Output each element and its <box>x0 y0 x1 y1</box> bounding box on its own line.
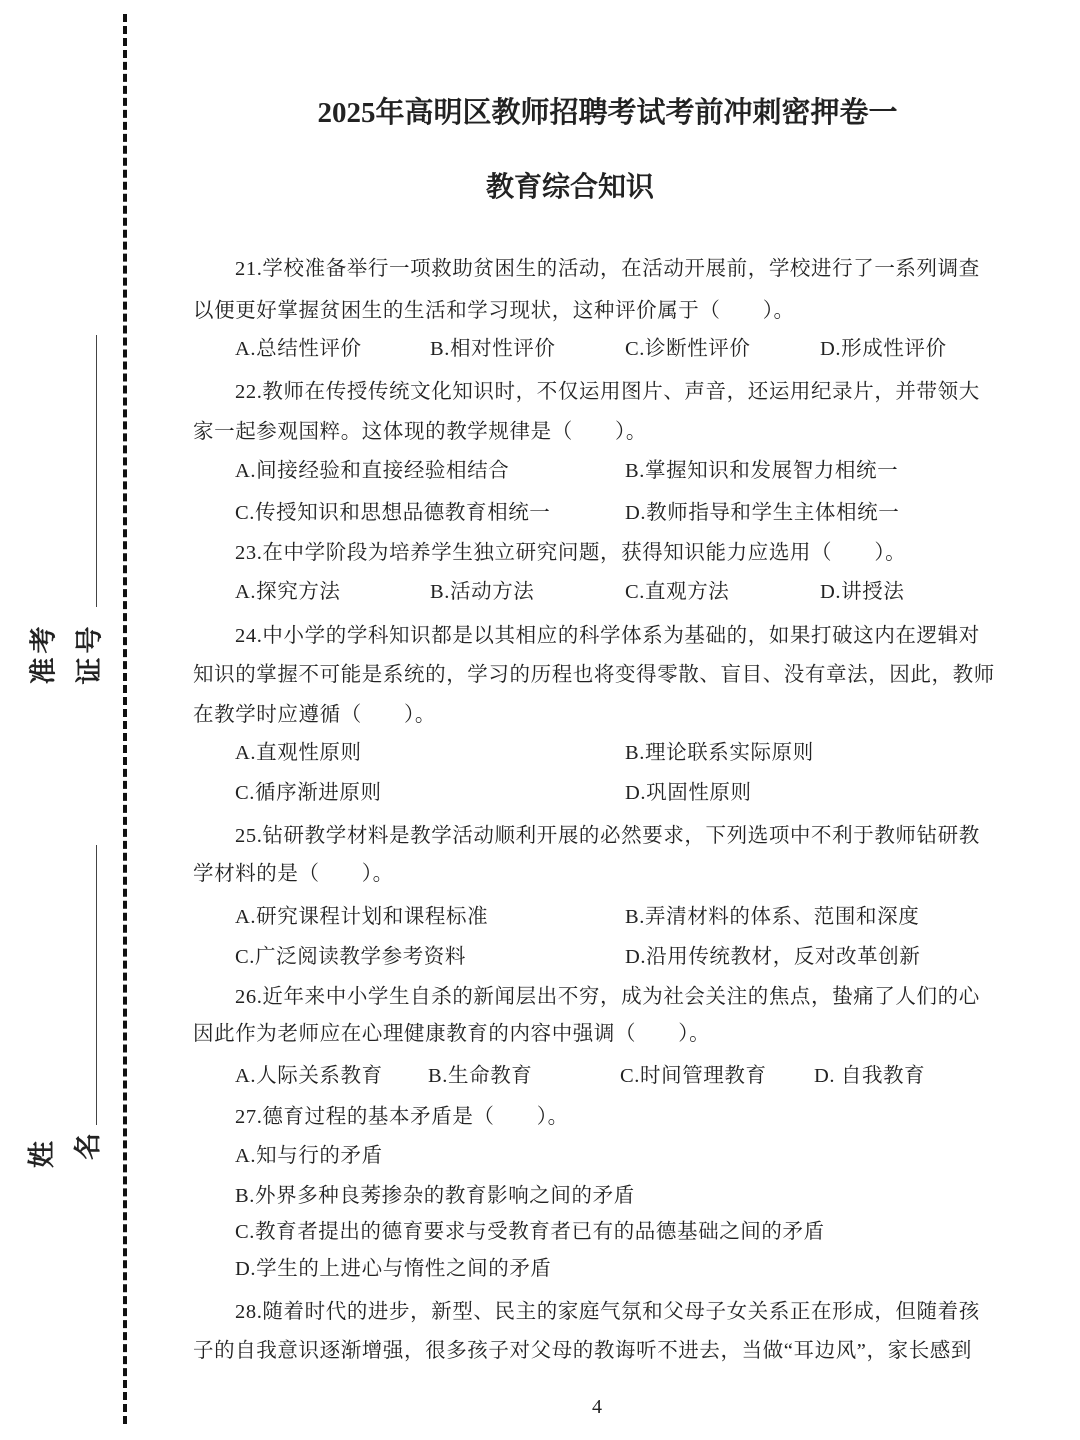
exam-id-blank <box>96 335 97 607</box>
option: B.活动方法 <box>430 581 535 603</box>
option: D.学生的上进心与惰性之间的矛盾 <box>235 1258 552 1280</box>
option: C.直观方法 <box>625 581 730 603</box>
option: C.循序渐进原则 <box>235 782 382 804</box>
option: B.相对性评价 <box>430 338 556 360</box>
question-stem: 以便更好掌握贫困生的生活和学习现状，这种评价属于（ ）。 <box>193 300 795 322</box>
option: B.理论联系实际原则 <box>625 742 814 764</box>
option: A.探究方法 <box>235 581 341 603</box>
option: B.外界多种良莠掺杂的教育影响之间的矛盾 <box>235 1185 635 1207</box>
option: B.掌握知识和发展智力相统一 <box>625 460 899 482</box>
question-stem: 26.近年来中小学生自杀的新闻层出不穷，成为社会关注的焦点，蛰痛了人们的心 <box>235 986 980 1008</box>
option: C.教育者提出的德育要求与受教育者已有的品德基础之间的矛盾 <box>235 1221 825 1243</box>
option: D.形成性评价 <box>820 338 947 360</box>
question-stem: 22.教师在传授传统文化知识时，不仅运用图片、声音，还运用纪录片，并带领大 <box>235 381 980 403</box>
option: A.知与行的矛盾 <box>235 1145 383 1167</box>
page-number: 4 <box>592 1396 602 1418</box>
option: A.研究课程计划和课程标准 <box>235 906 489 928</box>
option: C.广泛阅读教学参考资料 <box>235 946 466 968</box>
option: D.教师指导和学生主体相统一 <box>625 502 900 524</box>
question-stem: 21.学校准备举行一项救助贫困生的活动，在活动开展前，学校进行了一系列调查 <box>235 258 980 280</box>
question-stem: 24.中小学的学科知识都是以其相应的科学体系为基础的，如果打破这内在逻辑对 <box>235 625 980 647</box>
question-stem: 27.德育过程的基本矛盾是（ ）。 <box>235 1106 569 1128</box>
option: B.生命教育 <box>428 1065 533 1087</box>
question-stem: 因此作为老师应在心理健康教育的内容中强调（ ）。 <box>193 1023 711 1045</box>
question-stem: 子的自我意识逐渐增强，很多孩子对父母的教诲听不进去，当做“耳边风”，家长感到 <box>193 1340 972 1362</box>
option: D.巩固性原则 <box>625 782 752 804</box>
question-stem: 28.随着时代的进步，新型、民主的家庭气氛和父母子女关系正在形成，但随着孩 <box>235 1301 980 1323</box>
exam-id-label-1: 准考 <box>28 622 60 685</box>
question-stem: 23.在中学阶段为培养学生独立研究问题，获得知识能力应选用（ ）。 <box>235 542 907 564</box>
page-subtitle: 教育综合知识 <box>485 172 654 203</box>
option: A.直观性原则 <box>235 742 362 764</box>
question-stem: 在教学时应遵循（ ）。 <box>193 704 436 726</box>
option: D. 自我教育 <box>814 1065 926 1087</box>
option: D.讲授法 <box>820 581 905 603</box>
option: C.时间管理教育 <box>620 1065 767 1087</box>
question-stem: 知识的掌握不可能是系统的，学习的历程也将变得零散、盲目、没有章法，因此，教师 <box>193 664 995 686</box>
question-stem: 25.钻研教学材料是教学活动顺利开展的必然要求，下列选项中不利于教师钻研教 <box>235 825 980 847</box>
option: A.人际关系教育 <box>235 1065 383 1087</box>
question-stem: 家一起参观国粹。这体现的教学规律是（ ）。 <box>193 421 647 443</box>
exam-id-label-2: 证号 <box>74 622 106 685</box>
name-label-2: 名 <box>73 1129 104 1160</box>
option: A.总结性评价 <box>235 338 362 360</box>
option: B.弄清材料的体系、范围和深度 <box>625 906 920 928</box>
page-title: 2025年高明区教师招聘考试考前冲刺密押卷一 <box>317 97 898 129</box>
name-blank <box>96 845 97 1125</box>
option: A.间接经验和直接经验相结合 <box>235 460 510 482</box>
question-stem: 学材料的是（ ）。 <box>193 863 394 885</box>
name-label-1: 姓 <box>27 1137 58 1168</box>
binding-dashed-line <box>123 14 127 1424</box>
option: C.诊断性评价 <box>625 338 751 360</box>
option: C.传授知识和思想品德教育相统一 <box>235 502 551 524</box>
option: D.沿用传统教材，反对改革创新 <box>625 946 921 968</box>
